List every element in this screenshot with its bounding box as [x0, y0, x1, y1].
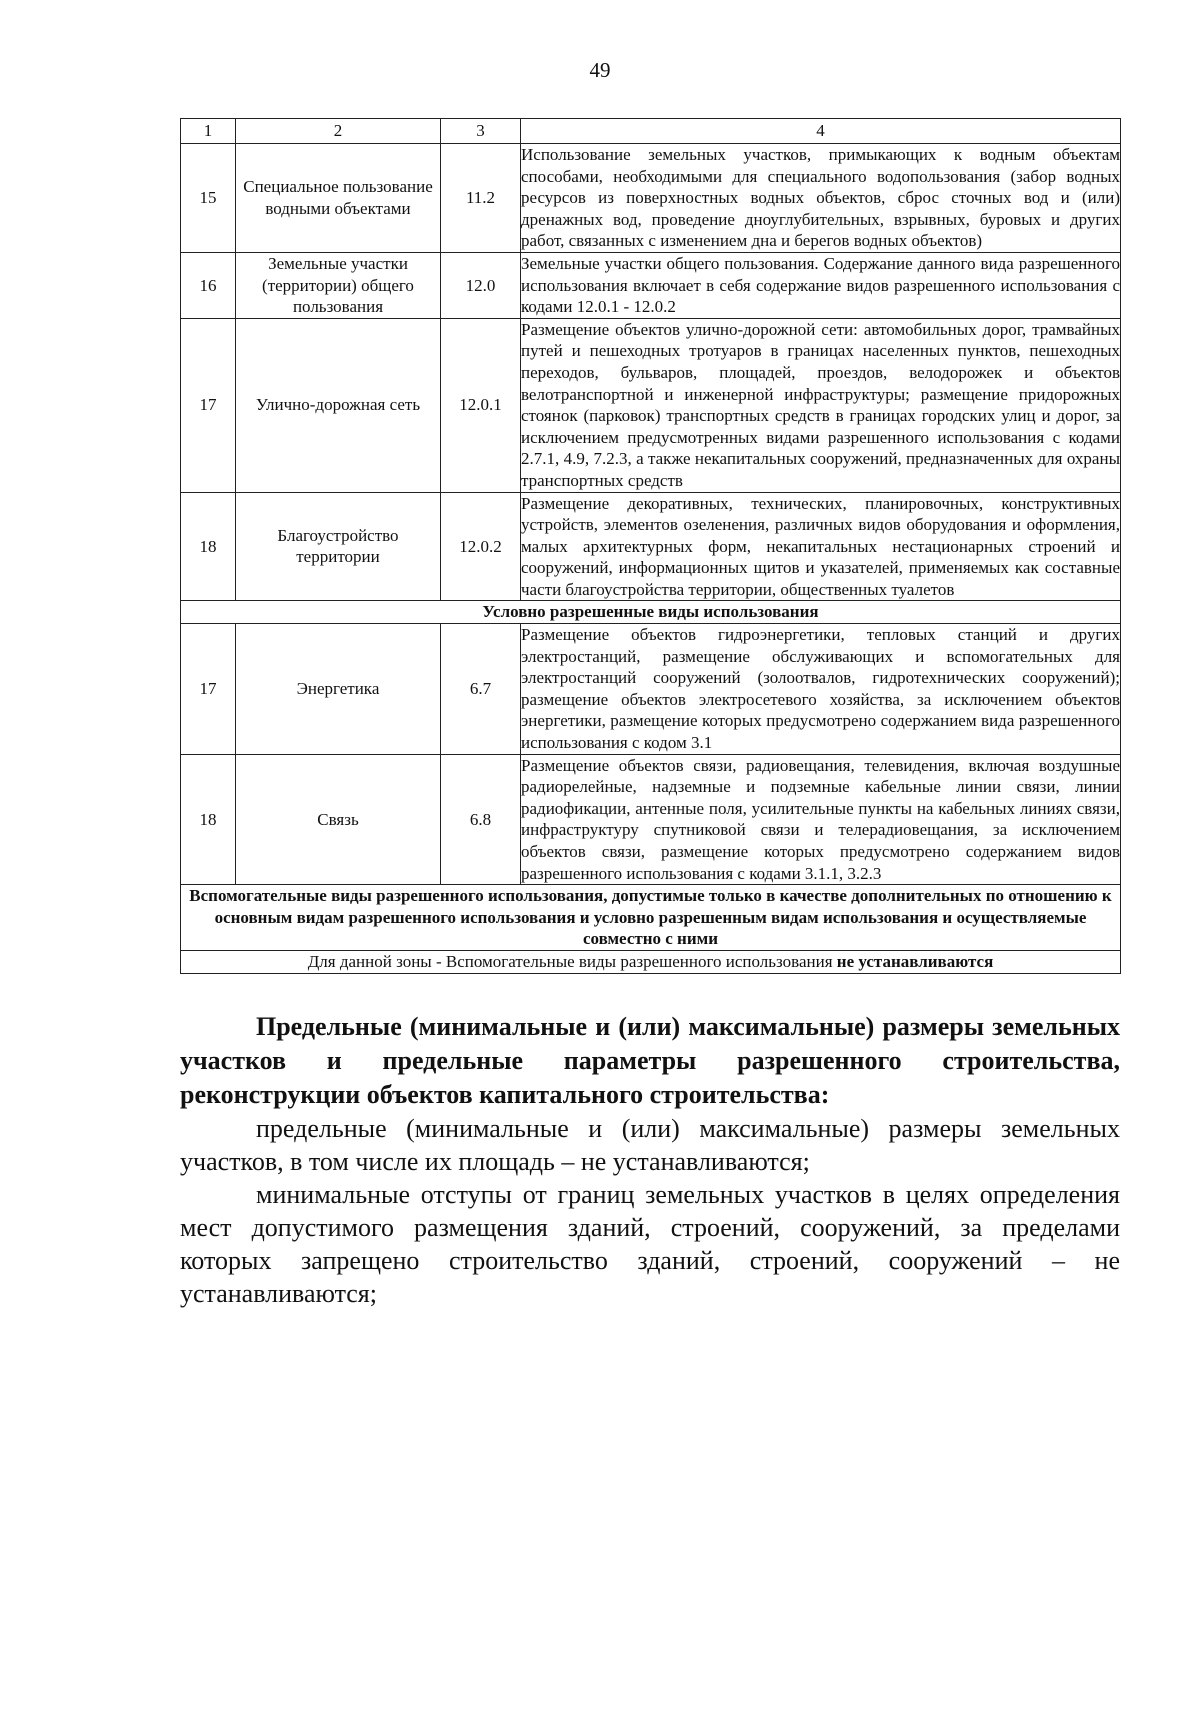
use-type-code: 6.8	[441, 754, 521, 885]
row-number: 18	[181, 492, 236, 601]
header-cell: 2	[236, 119, 441, 144]
use-type-name: Улично-дорожная сеть	[236, 318, 441, 492]
table-row	[181, 318, 1121, 492]
section-row-auxiliary	[181, 885, 1121, 951]
table-row	[181, 492, 1121, 601]
use-type-name: Энергетика	[236, 624, 441, 755]
section-title-auxiliary: Вспомогательные виды разрешенного использования, допустимые только в качестве дополнительных по отношению к основным видам разрешенного использования и условно разрешенным видам использования и осуществляемые совместно с ними	[181, 885, 1121, 951]
land-use-table	[180, 118, 1121, 974]
use-type-description: Размещение объектов гидроэнергетики, тепловых станций и других электростанций, размещение обслуживающих и вспомогательных для электростанций сооружений (золоотвалов, гидротехнических сооружений); размещение объектов электросетевого хозяйства, за исключением объектов энергетики, размещение которых предусмотрено содержанием вида разрешенного использования с кодом 3.1	[521, 624, 1121, 755]
note-emphasis: не устанавливаются	[836, 951, 994, 971]
parameters-section	[180, 1010, 1120, 1310]
parameters-heading: Предельные (минимальные и (или) максимальные) размеры земельных участков и предельные параметры разрешенного строительства, реконструкции объектов капитального строительства:	[180, 1012, 1120, 1109]
section-title-conditional: Условно разрешенные виды использования	[181, 601, 1121, 624]
table-row	[181, 144, 1121, 253]
table-row	[181, 624, 1121, 755]
use-type-name: Благоустройство территории	[236, 492, 441, 601]
use-type-code: 12.0.1	[441, 318, 521, 492]
row-number: 15	[181, 144, 236, 253]
header-cell: 3	[441, 119, 521, 144]
use-type-code: 12.0	[441, 252, 521, 318]
table-row	[181, 754, 1121, 885]
use-type-description: Размещение объектов улично-дорожной сети: автомобильных дорог, трамвайных путей и пешеходных тротуаров в границах населенных пунктов, пешеходных переходов, бульваров, площадей, проездов, велодорожек и объектов велотранспортной и инженерной инфраструктуры; размещение придорожных стоянок (парковок) транспортных средств в границах городских улиц и дорог, за исключением предусмотренных видами разрешенного использования с кодами 2.7.1, 4.9, 7.2.3, а также некапитальных сооружений, предназначенных для охраны транспортных средств	[521, 318, 1121, 492]
table-row	[181, 252, 1121, 318]
table-header-row	[181, 119, 1121, 144]
row-number: 17	[181, 624, 236, 755]
use-type-code: 11.2	[441, 144, 521, 253]
use-type-code: 12.0.2	[441, 492, 521, 601]
use-type-name: Земельные участки (территории) общего пользования	[236, 252, 441, 318]
use-type-description: Размещение объектов связи, радиовещания, телевидения, включая воздушные радиорелейные, надземные и подземные кабельные линии связи, линии радиофикации, антенные поля, усилительные пункты на кабельных линиях связи, инфраструктуру спутниковой связи и телерадиовещания, за исключением объектов связи, размещение которых предусмотрено содержанием видов разрешенного использования с кодами 3.1.1, 3.2.3	[521, 754, 1121, 885]
paragraph-plot-sizes: предельные (минимальные и (или) максимальные) размеры земельных участков, в том числе их площадь – не устанавливаются;	[180, 1114, 1120, 1176]
row-number: 16	[181, 252, 236, 318]
note-text: Для данной зоны - Вспомогательные виды разрешенного использования	[307, 951, 833, 971]
note-row	[181, 950, 1121, 973]
header-cell: 1	[181, 119, 236, 144]
use-type-name: Связь	[236, 754, 441, 885]
note-cell	[181, 950, 1121, 973]
page-number: 49	[589, 58, 611, 82]
header-cell: 4	[521, 119, 1121, 144]
section-row-conditional	[181, 601, 1121, 624]
use-type-description: Использование земельных участков, примыкающих к водным объектам способами, необходимыми для специального водопользования (забор водных ресурсов из поверхностных водных объектов, сброс сточных вод и (или) дренажных вод, проведение дноуглубительных, взрывных, буровых и других работ, связанных с изменением дна и берегов водных объектов)	[521, 144, 1121, 253]
paragraph-setbacks: минимальные отступы от границ земельных участков в целях определения мест допустимого размещения зданий, строений, сооружений, за пределами которых запрещено строительство зданий, строений, сооружений – не устанавливаются;	[180, 1180, 1120, 1308]
use-type-code: 6.7	[441, 624, 521, 755]
use-type-description: Размещение декоративных, технических, планировочных, конструктивных устройств, элементов озеленения, различных видов оборудования и оформления, малых архитектурных форм, некапитальных нестационарных строений и сооружений, информационных щитов и указателей, применяемых как составные части благоустройства территории, общественных туалетов	[521, 492, 1121, 601]
use-type-name: Специальное пользование водными объектами	[236, 144, 441, 253]
use-type-description: Земельные участки общего пользования. Содержание данного вида разрешенного использования включает в себя содержание видов разрешенного использования с кодами 12.0.1 - 12.0.2	[521, 252, 1121, 318]
row-number: 17	[181, 318, 236, 492]
row-number: 18	[181, 754, 236, 885]
